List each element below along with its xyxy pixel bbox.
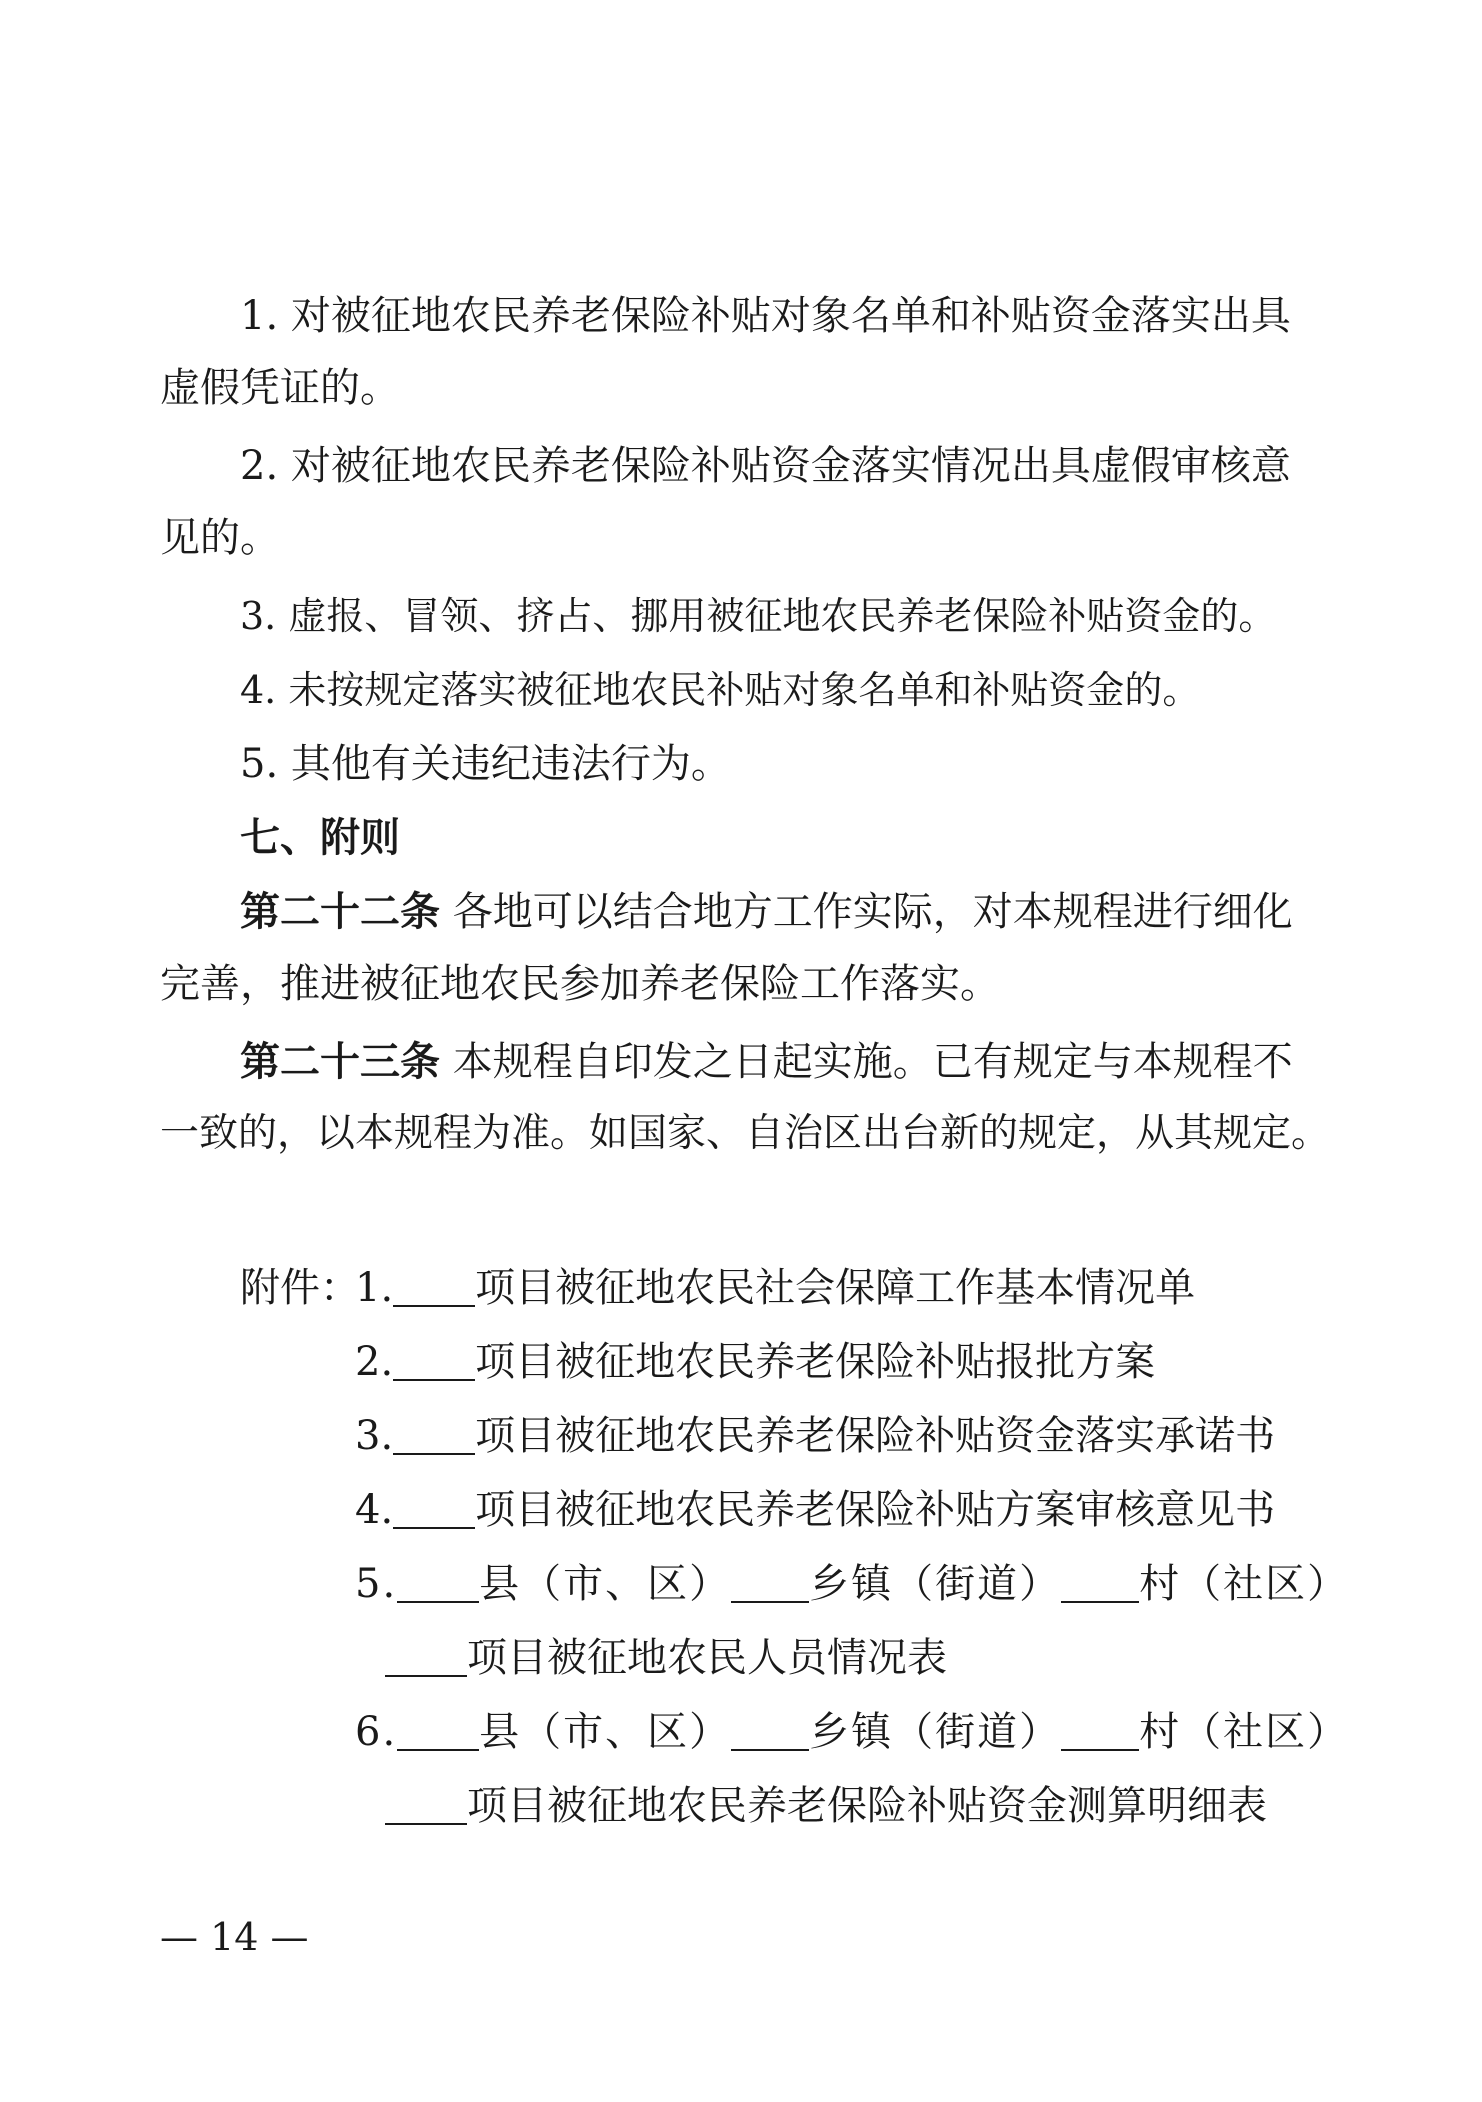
fill-blank [397, 1709, 479, 1751]
section-heading: 七、附则 [240, 815, 400, 861]
fill-blank [393, 1265, 475, 1307]
attachment-6-town: 乡镇（街道） [809, 1709, 1062, 1755]
attachment-6-text: 项目被征地农民养老保险补贴资金测算明细表 [467, 1783, 1267, 1829]
attachment-2-text: 项目被征地农民养老保险补贴报批方案 [475, 1339, 1156, 1385]
attachment-5-line-2 [385, 1632, 947, 1684]
item-3: 3. 虚报、冒领、挤占、挪用被征地农民养老保险补贴资金的。 [240, 594, 1277, 638]
attachment-6-county: 县（市、区） [479, 1709, 732, 1755]
item-2-line-2: 见的。 [160, 515, 280, 561]
attachment-5-line-1 [355, 1558, 1349, 1610]
article-22-line-2: 完善，推进被征地农民参加养老保险工作落实。 [160, 961, 1000, 1007]
attachment-6-village: 村（社区） [1139, 1709, 1350, 1755]
attachment-6-line-1 [355, 1706, 1349, 1758]
attachment-3-num: 3. [355, 1413, 394, 1459]
attachment-3 [355, 1410, 1275, 1462]
fill-blank [1061, 1561, 1139, 1603]
item-1-line-2: 虚假凭证的。 [160, 365, 400, 411]
fill-blank [393, 1339, 475, 1381]
fill-blank [731, 1561, 809, 1603]
attachment-4 [355, 1484, 1275, 1536]
attachment-1-text: 项目被征地农民社会保障工作基本情况单 [475, 1265, 1196, 1311]
attachment-5-num: 5. [355, 1561, 398, 1607]
article-22-label: 第二十二条 [240, 889, 440, 935]
page-number: — 14 — [160, 1915, 309, 1959]
attachment-2 [355, 1336, 1155, 1388]
fill-blank [1061, 1709, 1139, 1751]
item-1-line-1: 1. 对被征地农民养老保险补贴对象名单和补贴资金落实出具 [240, 293, 1291, 339]
fill-blank [385, 1783, 467, 1825]
attachment-4-num: 4. [355, 1487, 394, 1533]
article-22-line-1 [240, 886, 1293, 938]
attachment-4-text: 项目被征地农民养老保险补贴方案审核意见书 [475, 1487, 1276, 1533]
attachment-5-county: 县（市、区） [479, 1561, 732, 1607]
fill-blank [731, 1709, 809, 1751]
attachment-3-text: 项目被征地农民养老保险补贴资金落实承诺书 [475, 1413, 1276, 1459]
fill-blank [397, 1561, 479, 1603]
article-23-line-2: 一致的，以本规程为准。如国家、自治区出台新的规定，从其规定。 [160, 1111, 1331, 1156]
item-4: 4. 未按规定落实被征地农民补贴对象名单和补贴资金的。 [240, 668, 1201, 712]
fill-blank [393, 1487, 475, 1529]
article-23-text: 本规程自印发之日起实施。已有规定与本规程不 [440, 1039, 1293, 1085]
attachment-5-text: 项目被征地农民人员情况表 [467, 1635, 947, 1681]
fill-blank [393, 1413, 475, 1455]
attachment-5-village: 村（社区） [1139, 1561, 1350, 1607]
attachment-6-num: 6. [355, 1709, 398, 1755]
fill-blank [385, 1635, 467, 1677]
article-23-label: 第二十三条 [240, 1039, 440, 1085]
article-23-line-1 [240, 1036, 1293, 1088]
attachments-label: 附件： [240, 1265, 360, 1311]
attachment-5-town: 乡镇（街道） [809, 1561, 1062, 1607]
attachment-1 [355, 1262, 1195, 1314]
attachment-1-num: 1. [355, 1265, 394, 1311]
article-22-text: 各地可以结合地方工作实际，对本规程进行细化 [440, 889, 1293, 935]
attachment-6-line-2 [385, 1780, 1267, 1832]
attachment-2-num: 2. [355, 1339, 394, 1385]
item-5: 5. 其他有关违纪违法行为。 [240, 741, 731, 787]
item-2-line-1: 2. 对被征地农民养老保险补贴资金落实情况出具虚假审核意 [240, 443, 1291, 489]
